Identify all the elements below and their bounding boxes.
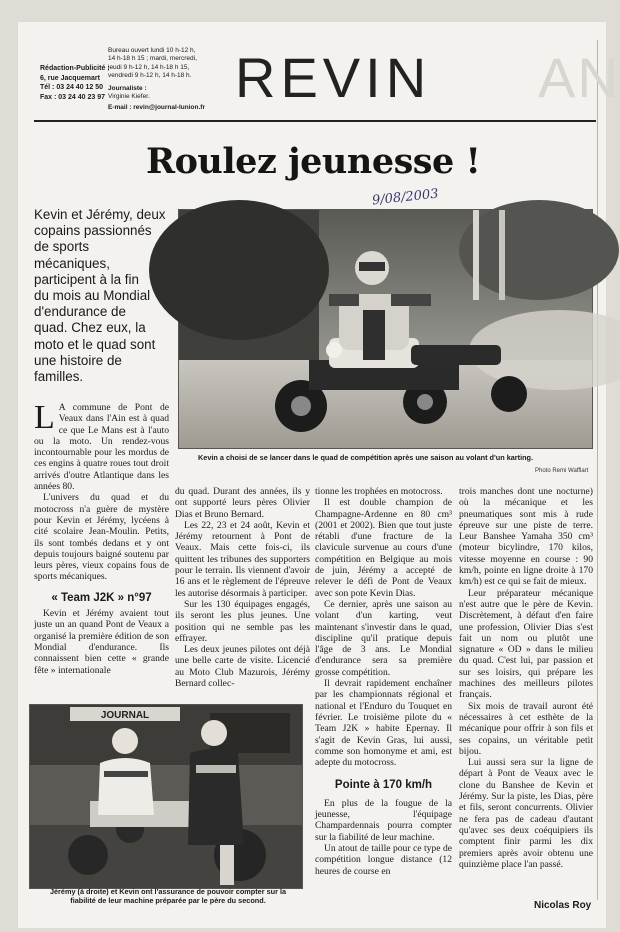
chapo-line: de sports <box>34 239 90 255</box>
paragraph: En plus de la fougue de la jeunesse, l'équipage Champardennais pourra compter sur la fiabilité de leur machine. <box>315 797 452 843</box>
section-title: REVIN <box>235 46 432 109</box>
paragraph: Il devrait rapidement enchaîner par les championnats régional et national et l'Enduro du Touquet en février. Le troisième pilote du « Team J2K » habite Epernay. Il s'agit de Kevin Gras, lui aussi, comme son homonyme et ami, est adepte du motocross. <box>315 678 452 769</box>
contact-block <box>40 64 110 102</box>
paragraph: tionne les trophées en motocross. <box>315 486 443 497</box>
chapo-line: mécaniques, <box>34 255 110 271</box>
paragraph: trois manches dont une nocturne) où la mécanique et les pneumatiques sont mis à rude épreuve sur une piste de terre. Leur Banshee Yamaha 350 cm³ (moteur bicylindre, 170 kilos, vitesse moyenne en course : 90 km/h, pointe en ligne droite à 170 km/h) est ce qui se fait de mieux. <box>459 486 593 588</box>
garage-photo-caption: Jérémy (à droite) et Kevin ont l'assurance de pouvoir compter sur la fiabilité de leur machine préparée par le père du second. <box>49 887 287 905</box>
paragraph-text: A commune de Pont de Veaux dans l'Ain est à quad ce que Le Mans est à l'auto ou la moto. Un rendez-vous incontournable pour les mordus de ces engins à quatre roues tout droit arrivés d'outre Atlantique dans les années 80. <box>34 402 169 493</box>
masthead-rule <box>34 120 596 122</box>
chapo-line: Kevin et Jérémy, deux <box>34 207 166 222</box>
column-2 <box>175 486 310 689</box>
quad-rider-illustration <box>179 210 592 448</box>
subhead-team: « Team J2K » n°97 <box>51 591 152 604</box>
paragraph: Six mois de travail auront été nécessaires à cet esthète de la mécanique pour offrir à son fils et ses copains, un véritable petit bijou. <box>459 700 593 757</box>
chapo-line: moto et le quad sont <box>34 336 156 352</box>
column-1 <box>34 399 169 676</box>
column-3 <box>315 486 452 877</box>
contact-line: Rédaction-Publicité : <box>40 65 110 72</box>
journalist-label: Journaliste : <box>108 84 147 92</box>
chapo-line: d'endurance de <box>34 304 126 320</box>
paragraph: Il est double champion de Champagne-Ardenne en 80 cm³ (2001 et 2002). Bien que tout juste rétabli d'une fracture de la clavicule survenue au cours d'une compétition en Belgique au mois de juin, Jérémy a accepté de relever le défi de Pont de Veaux avec son pote Kevin Dias. <box>315 497 452 599</box>
chapo-line: familles. <box>34 369 84 385</box>
hours-block <box>108 47 205 113</box>
hours-line: vendredi 9 h-12 h, 14 h-18 h. <box>108 72 192 80</box>
quad-photo-credit: Photo Remi Wafflart <box>535 468 589 474</box>
chapo <box>34 207 176 385</box>
garage-banner: JOURNAL <box>100 710 150 721</box>
chapo-line: quad. Chez eux, la <box>34 320 146 336</box>
paragraph: Leur préparateur mécanique n'est autre que le père de Kevin. Discrètement, à défaut d'en faire une profession, Olivier Dias s'est fait un nom ou plutôt une signature « OD » dans le milieu du quad. C'est lui, par passion et sur ses loisirs, qui prépare les machines des meilleurs pilotes français. <box>459 587 593 701</box>
chapo-line: participent à la fin <box>34 271 139 287</box>
ghost-text: AN <box>538 46 620 109</box>
handwritten-date: 9/08/2003 <box>371 186 440 209</box>
quad-photo <box>178 209 593 449</box>
email-line: E-mail : revin@journal-lunion.fr <box>108 104 205 112</box>
paragraph: Un atout de taille pour ce type de compétition longue distance (12 heures de course en <box>315 842 452 877</box>
headline: Roulez jeunesse ! <box>146 141 481 182</box>
paragraph: Lui aussi sera sur la ligne de départ à Pont de Veaux avec le clone du Banshee de Kevin et Jérémy. Sur la piste, les Dias, père et fils, seront concurrents. Olivier ne fera pas de cadeau d'autant qu'avec ses deux coéquipiers ils comptent finir parmi les dix premiers après avoir obtenu une quinzième place l'an passé. <box>459 757 593 870</box>
garage-photo <box>29 704 303 889</box>
hours-line: jeudi 9 h-12 h, 14 h-18 h 15, <box>108 63 190 71</box>
paragraph: L'univers du quad et du motocross n'a guère de mystère pour Kevin et Jérémy, lycéens à cité scolaire Jean-Moulin. Petits, ils sont tombés dedans et y ont depuis toujours baigné soutenu par leurs pères, vieux copains fous de sports mécaniques. <box>34 492 169 583</box>
hours-line: Bureau ouvert lundi 10 h-12 h, <box>108 47 196 54</box>
journalist-name: Virginie Kiefer. <box>108 93 150 101</box>
chapo-line: du mois au Mondial <box>34 288 151 304</box>
paragraph: Ce dernier, après une saison au volant d'un karting, veut maintenant s'investir dans le quad, discipline qu'il pratique depuis l'âge de 3 ans. Le Mondial d'endurance sera sa première grosse compétition. <box>315 598 452 678</box>
quad-photo-caption: Kevin a choisi de se lancer dans le quad de compétition après une saison au volant d'un karting. <box>198 453 534 462</box>
byline: Nicolas Roy <box>534 900 592 911</box>
contact-line: Tél : 03 24 40 12 50 <box>40 84 104 91</box>
contact-line: Fax : 03 24 40 23 97 <box>40 93 105 101</box>
paragraph: du quad. Durant des années, ils y ont supporté leurs pères Olivier Dias et Bruno Bernard. <box>175 486 310 520</box>
paragraph <box>34 399 169 493</box>
hours-line: 14 h-18 h 15 ; mardi, mercredi, <box>108 55 197 63</box>
paragraph: Les 22, 23 et 24 août, Kevin et Jérémy retournent à Pont de Veaux. Mais cette fois-ci, ils quittent les tribunes des supporters pour le terrain. Ils viennent d'avoir 16 ans et le règlement de l'épreuve les autorise désormais à participer. <box>175 519 310 599</box>
drop-cap: L <box>34 399 55 436</box>
contact-line: 6, rue Jacquemart <box>40 74 100 82</box>
column-4 <box>459 486 593 870</box>
paragraph: Sur les 130 équipages engagés, ils seront les plus jeunes. Une position qui ne semble pas les effrayer. <box>175 598 310 644</box>
column-border <box>597 40 598 900</box>
paragraph: Les deux jeunes pilotes ont déjà une belle carte de visite. Licencié au Moto Club Mazurois, Jérémy Bernard collec- <box>175 644 310 690</box>
chapo-line: copains passionnés <box>34 223 152 239</box>
garage-illustration <box>30 705 302 888</box>
paragraph: Kevin et Jérémy avaient tout juste un an quand Pont de Veaux a organisé la première édition de son Mondial d'endurance. Ils connaissent bien cette « grande fête » internationale <box>34 608 169 676</box>
chapo-line: une histoire de <box>34 352 122 368</box>
subhead-speed: Pointe à 170 km/h <box>334 779 433 792</box>
